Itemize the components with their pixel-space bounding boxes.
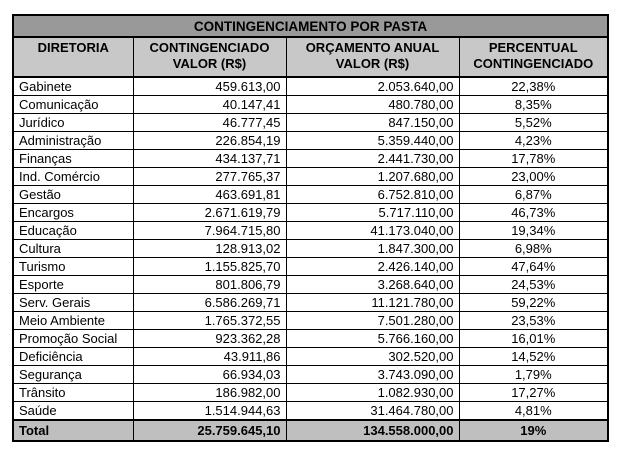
contingenciado-cell: 277.765,37 xyxy=(133,168,286,186)
orcamento-cell: 7.501.280,00 xyxy=(286,312,459,330)
diretoria-cell: Gestão xyxy=(13,186,133,204)
percentual-cell: 6,98% xyxy=(459,240,608,258)
table-total-row xyxy=(13,420,608,441)
orcamento-cell: 5.766.160,00 xyxy=(286,330,459,348)
orcamento-cell: 5.359.440,00 xyxy=(286,132,459,150)
orcamento-cell: 302.520,00 xyxy=(286,348,459,366)
percentual-cell: 5,52% xyxy=(459,114,608,132)
percentual-cell: 23,00% xyxy=(459,168,608,186)
table-row xyxy=(13,77,608,96)
diretoria-cell: Comunicação xyxy=(13,96,133,114)
contingenciado-cell: 1.765.372,55 xyxy=(133,312,286,330)
total-orcamento-cell: 134.558.000,00 xyxy=(286,420,459,441)
column-header-contingenciado: CONTINGENCIADO VALOR (R$) xyxy=(133,37,286,77)
contingency-table xyxy=(12,14,609,442)
table-row xyxy=(13,132,608,150)
contingenciado-cell: 43.911,86 xyxy=(133,348,286,366)
column-header-diretoria: DIRETORIA xyxy=(13,37,133,77)
table-row xyxy=(13,222,608,240)
contingenciado-cell: 7.964.715,80 xyxy=(133,222,286,240)
contingenciado-cell: 128.913,02 xyxy=(133,240,286,258)
diretoria-cell: Administração xyxy=(13,132,133,150)
table-row xyxy=(13,312,608,330)
orcamento-cell: 2.053.640,00 xyxy=(286,77,459,96)
diretoria-cell: Deficiência xyxy=(13,348,133,366)
orcamento-cell: 1.082.930,00 xyxy=(286,384,459,402)
contingenciado-cell: 186.982,00 xyxy=(133,384,286,402)
total-label: Total xyxy=(13,420,133,441)
diretoria-cell: Trânsito xyxy=(13,384,133,402)
contingenciado-cell: 434.137,71 xyxy=(133,150,286,168)
percentual-cell: 22,38% xyxy=(459,77,608,96)
column-header-orcamento: ORÇAMENTO ANUAL VALOR (R$) xyxy=(286,37,459,77)
percentual-cell: 4,81% xyxy=(459,402,608,421)
percentual-cell: 6,87% xyxy=(459,186,608,204)
diretoria-cell: Cultura xyxy=(13,240,133,258)
diretoria-cell: Serv. Gerais xyxy=(13,294,133,312)
total-contingenciado-cell: 25.759.645,10 xyxy=(133,420,286,441)
diretoria-cell: Jurídico xyxy=(13,114,133,132)
orcamento-cell: 11.121.780,00 xyxy=(286,294,459,312)
percentual-cell: 19,34% xyxy=(459,222,608,240)
contingenciado-cell: 2.671.619,79 xyxy=(133,204,286,222)
contingenciado-cell: 66.934,03 xyxy=(133,366,286,384)
diretoria-cell: Finanças xyxy=(13,150,133,168)
table-row xyxy=(13,258,608,276)
contingenciado-cell: 923.362,28 xyxy=(133,330,286,348)
table-row xyxy=(13,366,608,384)
orcamento-cell: 3.743.090,00 xyxy=(286,366,459,384)
table-row xyxy=(13,204,608,222)
orcamento-cell: 41.173.040,00 xyxy=(286,222,459,240)
orcamento-cell: 2.441.730,00 xyxy=(286,150,459,168)
diretoria-cell: Promoção Social xyxy=(13,330,133,348)
orcamento-cell: 847.150,00 xyxy=(286,114,459,132)
percentual-cell: 16,01% xyxy=(459,330,608,348)
diretoria-cell: Segurança xyxy=(13,366,133,384)
contingenciado-cell: 459.613,00 xyxy=(133,77,286,96)
table-row xyxy=(13,294,608,312)
percentual-cell: 14,52% xyxy=(459,348,608,366)
table-row xyxy=(13,240,608,258)
orcamento-cell: 31.464.780,00 xyxy=(286,402,459,421)
table-row xyxy=(13,114,608,132)
diretoria-cell: Turismo xyxy=(13,258,133,276)
percentual-cell: 17,27% xyxy=(459,384,608,402)
orcamento-cell: 2.426.140,00 xyxy=(286,258,459,276)
column-header-percentual: PERCENTUAL CONTINGENCIADO xyxy=(459,37,608,77)
table-title: CONTINGENCIAMENTO POR PASTA xyxy=(13,15,608,37)
contingenciado-cell: 6.586.269,71 xyxy=(133,294,286,312)
percentual-cell: 1,79% xyxy=(459,366,608,384)
orcamento-cell: 5.717.110,00 xyxy=(286,204,459,222)
table-row xyxy=(13,96,608,114)
table-row xyxy=(13,402,608,421)
diretoria-cell: Encargos xyxy=(13,204,133,222)
orcamento-cell: 480.780,00 xyxy=(286,96,459,114)
table-row xyxy=(13,348,608,366)
table-row xyxy=(13,150,608,168)
orcamento-cell: 6.752.810,00 xyxy=(286,186,459,204)
contingenciado-cell: 1.155.825,70 xyxy=(133,258,286,276)
contingenciado-cell: 40.147,41 xyxy=(133,96,286,114)
diretoria-cell: Meio Ambiente xyxy=(13,312,133,330)
percentual-cell: 47,64% xyxy=(459,258,608,276)
contingenciado-cell: 801.806,79 xyxy=(133,276,286,294)
orcamento-cell: 1.207.680,00 xyxy=(286,168,459,186)
percentual-cell: 46,73% xyxy=(459,204,608,222)
contingenciado-cell: 226.854,19 xyxy=(133,132,286,150)
diretoria-cell: Gabinete xyxy=(13,77,133,96)
contingenciado-cell: 1.514.944,63 xyxy=(133,402,286,421)
table-row xyxy=(13,186,608,204)
total-percentual-cell: 19% xyxy=(459,420,608,441)
diretoria-cell: Saúde xyxy=(13,402,133,421)
orcamento-cell: 3.268.640,00 xyxy=(286,276,459,294)
table-header-row xyxy=(13,37,608,77)
diretoria-cell: Esporte xyxy=(13,276,133,294)
table-row xyxy=(13,384,608,402)
table-row xyxy=(13,168,608,186)
percentual-cell: 23,53% xyxy=(459,312,608,330)
table-row xyxy=(13,330,608,348)
percentual-cell: 4,23% xyxy=(459,132,608,150)
table-row xyxy=(13,276,608,294)
percentual-cell: 17,78% xyxy=(459,150,608,168)
diretoria-cell: Educação xyxy=(13,222,133,240)
orcamento-cell: 1.847.300,00 xyxy=(286,240,459,258)
percentual-cell: 24,53% xyxy=(459,276,608,294)
contingenciado-cell: 463.691,81 xyxy=(133,186,286,204)
diretoria-cell: Ind. Comércio xyxy=(13,168,133,186)
contingenciado-cell: 46.777,45 xyxy=(133,114,286,132)
table-title-row xyxy=(13,15,608,37)
percentual-cell: 8,35% xyxy=(459,96,608,114)
percentual-cell: 59,22% xyxy=(459,294,608,312)
